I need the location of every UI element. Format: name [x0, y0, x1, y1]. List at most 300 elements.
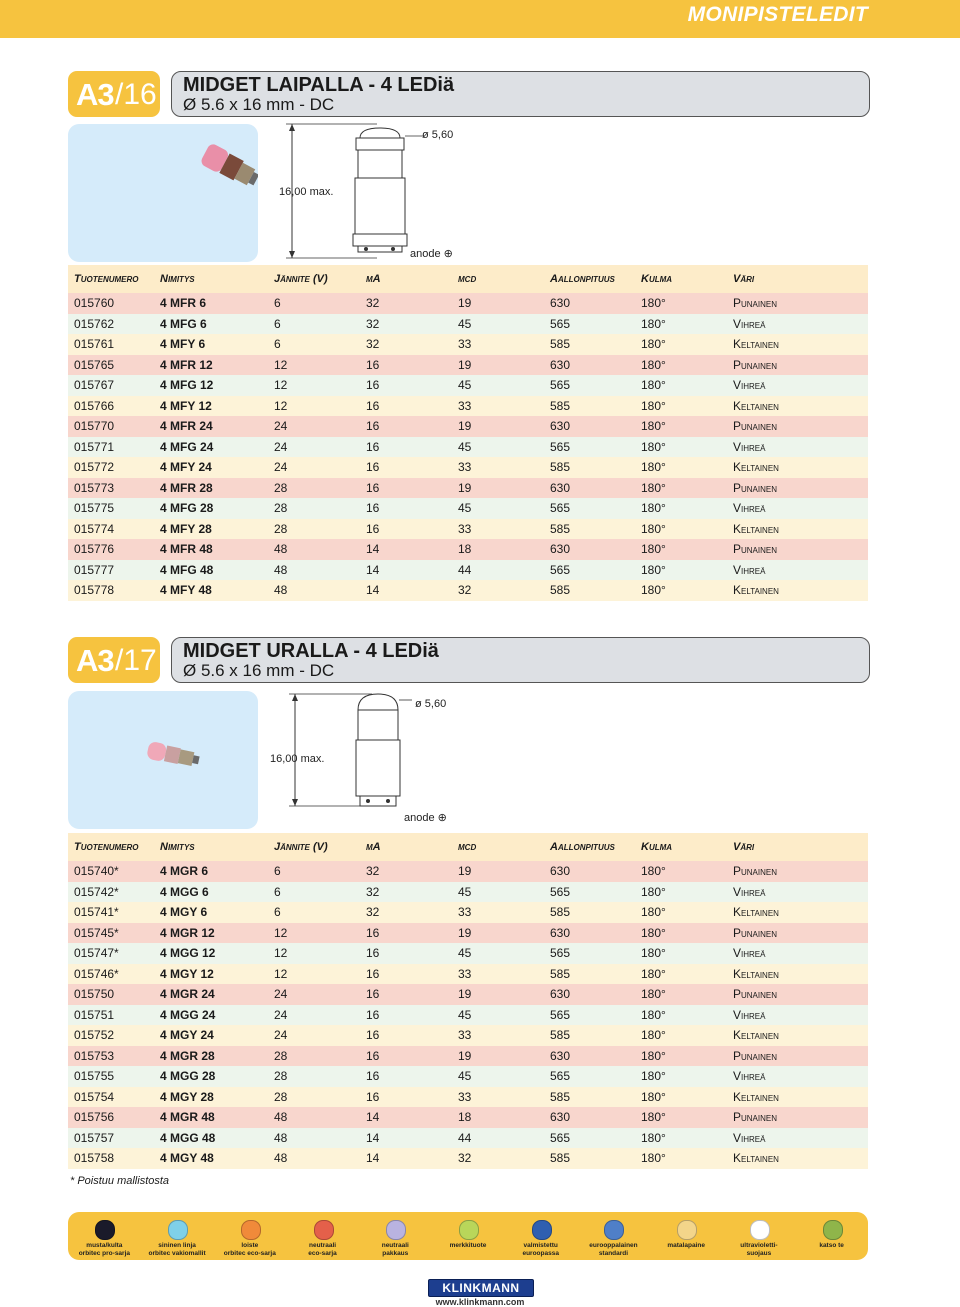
table-cell: 12 — [268, 375, 360, 396]
badge-code: A3 — [76, 643, 114, 678]
feature-label: neutraali — [381, 1242, 409, 1249]
table-cell: Punainen — [727, 416, 868, 437]
table-cell: Vihreä — [727, 437, 868, 458]
table-cell: Keltainen — [727, 396, 868, 417]
table-cell: 180° — [635, 437, 727, 458]
table-cell: 180° — [635, 293, 727, 314]
table-cell: 16 — [360, 1087, 452, 1108]
table-row — [68, 560, 868, 581]
column-header: Jännite (V) — [268, 265, 360, 293]
dimension-drawing — [262, 690, 472, 836]
table-cell: 16 — [360, 519, 452, 540]
section-title-box — [171, 637, 870, 683]
table-row — [68, 314, 868, 335]
table-cell: Vihreä — [727, 882, 868, 903]
table-cell: 585 — [544, 580, 635, 601]
table-cell: Punainen — [727, 861, 868, 882]
feature-glyph-icon — [677, 1220, 697, 1240]
table-cell: 4 MFG 48 — [154, 560, 268, 581]
table-cell: Vihreä — [727, 314, 868, 335]
table-cell: Punainen — [727, 355, 868, 376]
table-cell: 015742* — [68, 882, 154, 903]
table-row — [68, 1128, 868, 1149]
table-cell: 24 — [268, 984, 360, 1005]
feature-icon — [360, 1212, 430, 1260]
table-cell: 16 — [360, 478, 452, 499]
feature-label: valmistettu — [523, 1242, 558, 1249]
column-header: Jännite (V) — [268, 833, 360, 861]
table-cell: 33 — [452, 1087, 544, 1108]
table-body — [68, 293, 868, 601]
table-cell: 4 MGR 28 — [154, 1046, 268, 1067]
table-cell: 6 — [268, 314, 360, 335]
table-cell: 565 — [544, 375, 635, 396]
table-row — [68, 1107, 868, 1128]
table-cell: 19 — [452, 984, 544, 1005]
table-cell: 565 — [544, 437, 635, 458]
column-header: Väri — [727, 265, 868, 293]
table-cell: Keltainen — [727, 964, 868, 985]
table-cell: 19 — [452, 1046, 544, 1067]
feature-sublabel: suojaus — [746, 1250, 772, 1257]
table-cell: 33 — [452, 396, 544, 417]
table-cell: 24 — [268, 1025, 360, 1046]
table-cell: 585 — [544, 396, 635, 417]
table-cell: 180° — [635, 375, 727, 396]
table-row — [68, 923, 868, 944]
table-cell: 32 — [360, 293, 452, 314]
klinkmann-logo[interactable]: KLINKMANN — [428, 1279, 534, 1297]
table-cell: Keltainen — [727, 1025, 868, 1046]
table-cell: 32 — [360, 861, 452, 882]
table-cell: 585 — [544, 964, 635, 985]
height-label: 16,00 max. — [279, 186, 334, 198]
table-cell: 015747* — [68, 943, 154, 964]
table-cell: Vihreä — [727, 498, 868, 519]
feature-glyph-icon — [604, 1220, 624, 1240]
feature-glyph-icon — [314, 1220, 334, 1240]
table-cell: 015765 — [68, 355, 154, 376]
table-cell: 4 MFG 28 — [154, 498, 268, 519]
table-cell: 015753 — [68, 1046, 154, 1067]
feature-label: matalapaine — [667, 1242, 705, 1249]
table-cell: 14 — [360, 1148, 452, 1169]
diameter-label: ø 5,60 — [415, 698, 447, 710]
table-cell: 630 — [544, 293, 635, 314]
table-cell: 015777 — [68, 560, 154, 581]
led-bulb-photo-icon — [68, 691, 258, 829]
table-cell: 19 — [452, 923, 544, 944]
table-cell: 33 — [452, 902, 544, 923]
table-cell: 16 — [360, 355, 452, 376]
table-cell: 4 MGY 12 — [154, 964, 268, 985]
feature-label: katso te — [819, 1242, 844, 1249]
table-row — [68, 539, 868, 560]
table-cell: 16 — [360, 498, 452, 519]
table-cell: 180° — [635, 882, 727, 903]
table-cell: 015758 — [68, 1148, 154, 1169]
column-header: Nimitys — [154, 833, 268, 861]
table-cell: 4 MGG 6 — [154, 882, 268, 903]
table-cell: 4 MGR 12 — [154, 923, 268, 944]
column-header: Aallonpituus — [544, 265, 635, 293]
table-cell: Keltainen — [727, 1087, 868, 1108]
table-cell: 180° — [635, 1025, 727, 1046]
table-cell: 4 MFR 48 — [154, 539, 268, 560]
table-cell: 16 — [360, 923, 452, 944]
table-cell: 180° — [635, 580, 727, 601]
table-cell: 32 — [360, 314, 452, 335]
table-cell: 24 — [268, 1005, 360, 1026]
table-header-row — [68, 833, 868, 861]
table-cell: Vihreä — [727, 1128, 868, 1149]
table-cell: 4 MFY 24 — [154, 457, 268, 478]
table-cell: 180° — [635, 1087, 727, 1108]
table-cell: 19 — [452, 355, 544, 376]
table-cell: 32 — [360, 882, 452, 903]
table-cell: 565 — [544, 1128, 635, 1149]
table-cell: 4 MFR 12 — [154, 355, 268, 376]
height-label: 16,00 max. — [270, 753, 325, 765]
table-cell: 4 MFY 12 — [154, 396, 268, 417]
table-cell: 180° — [635, 457, 727, 478]
table-cell: 48 — [268, 580, 360, 601]
table-cell: 16 — [360, 437, 452, 458]
table-cell: 33 — [452, 457, 544, 478]
feature-glyph-icon — [459, 1220, 479, 1240]
feature-sublabel: orbitec eco-sarja — [223, 1250, 276, 1257]
table-cell: 180° — [635, 1005, 727, 1026]
footnote: * Poistuu mallistosta — [70, 1175, 170, 1187]
table-cell: 45 — [452, 498, 544, 519]
table-cell: 180° — [635, 923, 727, 944]
table-cell: 16 — [360, 1005, 452, 1026]
table-cell: 015772 — [68, 457, 154, 478]
table-cell: 180° — [635, 861, 727, 882]
table-row — [68, 943, 868, 964]
section-title: MIDGET URALLA - 4 LEDiä — [183, 640, 439, 662]
table-cell: 4 MGG 48 — [154, 1128, 268, 1149]
top-bar — [0, 0, 960, 38]
table-cell: Keltainen — [727, 334, 868, 355]
table-cell: 6 — [268, 293, 360, 314]
table-cell: Vihreä — [727, 943, 868, 964]
table-cell: 28 — [268, 1046, 360, 1067]
table-cell: Punainen — [727, 1107, 868, 1128]
feature-icon — [288, 1212, 358, 1260]
table-row — [68, 293, 868, 314]
feature-icon — [651, 1212, 721, 1260]
table-cell: 180° — [635, 1046, 727, 1067]
table-cell: 16 — [360, 457, 452, 478]
table-cell: 630 — [544, 478, 635, 499]
table-cell: 19 — [452, 861, 544, 882]
table-header-row — [68, 265, 868, 293]
table-cell: 19 — [452, 293, 544, 314]
table-cell: 18 — [452, 539, 544, 560]
table-cell: 4 MFG 6 — [154, 314, 268, 335]
table-cell: 45 — [452, 437, 544, 458]
table-row — [68, 1046, 868, 1067]
column-header: Kulma — [635, 265, 727, 293]
feature-label: merkkituote — [449, 1242, 487, 1249]
table-cell: 015762 — [68, 314, 154, 335]
table-cell: 015757 — [68, 1128, 154, 1149]
table-row — [68, 964, 868, 985]
feature-label: ultravioletti- — [740, 1242, 778, 1249]
table-cell: 015745* — [68, 923, 154, 944]
table-cell: 44 — [452, 560, 544, 581]
table-cell: 015760 — [68, 293, 154, 314]
table-cell: 4 MGG 28 — [154, 1066, 268, 1087]
table-cell: 630 — [544, 861, 635, 882]
table-cell: 28 — [268, 498, 360, 519]
feature-icon — [797, 1212, 867, 1260]
table-cell: 4 MGR 24 — [154, 984, 268, 1005]
table-row — [68, 1005, 868, 1026]
column-header: Tuotenumero — [68, 833, 154, 861]
table-cell: 585 — [544, 457, 635, 478]
table-cell: 16 — [360, 964, 452, 985]
table-cell: 565 — [544, 314, 635, 335]
table-cell: 4 MGY 6 — [154, 902, 268, 923]
table-cell: 14 — [360, 1128, 452, 1149]
badge-code: A3 — [76, 77, 114, 112]
table-cell: 4 MFG 24 — [154, 437, 268, 458]
table-cell: 4 MGR 48 — [154, 1107, 268, 1128]
table-cell: 015770 — [68, 416, 154, 437]
website-url[interactable]: www.klinkmann.com — [435, 1297, 525, 1307]
table-cell: 4 MGY 24 — [154, 1025, 268, 1046]
table-cell: 630 — [544, 539, 635, 560]
column-header: Nimitys — [154, 265, 268, 293]
table-cell: 19 — [452, 416, 544, 437]
table-cell: 180° — [635, 334, 727, 355]
table-cell: Keltainen — [727, 519, 868, 540]
table-cell: 45 — [452, 1066, 544, 1087]
feature-sublabel: eco-sarja — [308, 1250, 337, 1257]
table-cell: 14 — [360, 539, 452, 560]
table-cell: 585 — [544, 1148, 635, 1169]
table-row — [68, 902, 868, 923]
table-cell: 6 — [268, 861, 360, 882]
table-cell: 19 — [452, 478, 544, 499]
table-cell: Keltainen — [727, 1148, 868, 1169]
table-cell: 48 — [268, 1107, 360, 1128]
table-cell: 24 — [268, 437, 360, 458]
feature-glyph-icon — [750, 1220, 770, 1240]
table-cell: 565 — [544, 1066, 635, 1087]
feature-glyph-icon — [532, 1220, 552, 1240]
feature-icon — [142, 1212, 212, 1260]
dimension-drawing — [262, 118, 472, 264]
table-row — [68, 580, 868, 601]
feature-label: musta/kulta — [86, 1242, 123, 1249]
table-cell: 45 — [452, 882, 544, 903]
table-cell: 180° — [635, 416, 727, 437]
table-cell: 015752 — [68, 1025, 154, 1046]
table-cell: 24 — [268, 416, 360, 437]
table-cell: 015766 — [68, 396, 154, 417]
table-cell: 015750 — [68, 984, 154, 1005]
table-cell: Vihreä — [727, 560, 868, 581]
table-row — [68, 1066, 868, 1087]
table-cell: 180° — [635, 314, 727, 335]
table-cell: 16 — [360, 1066, 452, 1087]
table-cell: 45 — [452, 943, 544, 964]
feature-icon-band — [68, 1212, 868, 1260]
table-cell: 28 — [268, 478, 360, 499]
table-row — [68, 375, 868, 396]
table-cell: 015774 — [68, 519, 154, 540]
column-header: Tuotenumero — [68, 265, 154, 293]
table-cell: 180° — [635, 1107, 727, 1128]
table-cell: 16 — [360, 1025, 452, 1046]
table-row — [68, 984, 868, 1005]
table-cell: 585 — [544, 902, 635, 923]
table-row — [68, 355, 868, 376]
table-cell: 015746* — [68, 964, 154, 985]
table-cell: Punainen — [727, 1046, 868, 1067]
table-cell: 565 — [544, 498, 635, 519]
table-cell: 015754 — [68, 1087, 154, 1108]
table-cell: 015756 — [68, 1107, 154, 1128]
table-cell: 14 — [360, 560, 452, 581]
table-cell: 630 — [544, 984, 635, 1005]
column-header: mcd — [452, 265, 544, 293]
table-cell: 16 — [360, 984, 452, 1005]
table-cell: 44 — [452, 1128, 544, 1149]
feature-label: eurooppalainen — [589, 1242, 638, 1249]
table-cell: 180° — [635, 498, 727, 519]
feature-label: sininen linja — [158, 1242, 196, 1249]
spec-table — [68, 833, 868, 1169]
spec-table — [68, 265, 868, 601]
feature-glyph-icon — [386, 1220, 406, 1240]
table-cell: 45 — [452, 375, 544, 396]
table-cell: 585 — [544, 1025, 635, 1046]
section-badge — [68, 637, 160, 683]
table-cell: 630 — [544, 1107, 635, 1128]
diameter-label: ø 5,60 — [422, 129, 454, 141]
table-cell: 585 — [544, 1087, 635, 1108]
table-cell: Keltainen — [727, 457, 868, 478]
table-cell: 015751 — [68, 1005, 154, 1026]
table-cell: 4 MFY 48 — [154, 580, 268, 601]
table-cell: 565 — [544, 560, 635, 581]
table-cell: 630 — [544, 1046, 635, 1067]
table-cell: 48 — [268, 539, 360, 560]
table-cell: 33 — [452, 334, 544, 355]
table-row — [68, 1148, 868, 1169]
column-header: mA — [360, 833, 452, 861]
table-cell: 180° — [635, 984, 727, 1005]
table-cell: 48 — [268, 1148, 360, 1169]
product-photo — [68, 691, 258, 829]
table-cell: 12 — [268, 943, 360, 964]
table-cell: 4 MFY 6 — [154, 334, 268, 355]
table-cell: 180° — [635, 519, 727, 540]
table-row — [68, 1087, 868, 1108]
table-cell: 32 — [452, 580, 544, 601]
table-cell: 4 MGG 12 — [154, 943, 268, 964]
table-cell: 32 — [452, 1148, 544, 1169]
table-cell: 28 — [268, 1066, 360, 1087]
table-cell: 28 — [268, 1087, 360, 1108]
table-cell: 180° — [635, 943, 727, 964]
table-cell: 180° — [635, 539, 727, 560]
table-cell: Punainen — [727, 293, 868, 314]
product-photo — [68, 124, 258, 262]
table-cell: 4 MFR 28 — [154, 478, 268, 499]
table-cell: 16 — [360, 396, 452, 417]
anode-label: anode ⊕ — [404, 812, 447, 824]
feature-sublabel: euroopassa — [522, 1250, 559, 1257]
table-cell: 4 MGY 28 — [154, 1087, 268, 1108]
table-cell: 16 — [360, 416, 452, 437]
feature-icon — [724, 1212, 794, 1260]
section-title-box — [171, 71, 870, 117]
table-cell: 630 — [544, 416, 635, 437]
table-cell: 32 — [360, 902, 452, 923]
table-cell: 12 — [268, 355, 360, 376]
table-cell: 48 — [268, 560, 360, 581]
table-cell: 4 MFY 28 — [154, 519, 268, 540]
table-cell: 630 — [544, 355, 635, 376]
table-row — [68, 861, 868, 882]
table-cell: 32 — [360, 334, 452, 355]
table-cell: 565 — [544, 1005, 635, 1026]
table-row — [68, 416, 868, 437]
table-cell: 585 — [544, 519, 635, 540]
table-cell: 015771 — [68, 437, 154, 458]
table-cell: Keltainen — [727, 902, 868, 923]
table-row — [68, 457, 868, 478]
table-cell: 24 — [268, 457, 360, 478]
feature-label: loiste — [241, 1242, 259, 1249]
table-cell: 33 — [452, 1025, 544, 1046]
table-cell: 14 — [360, 1107, 452, 1128]
table-row — [68, 396, 868, 417]
feature-sublabel: standardi — [598, 1250, 629, 1257]
feature-sublabel: orbitec vakiomallit — [148, 1250, 206, 1257]
table-cell: 015778 — [68, 580, 154, 601]
badge-number: /17 — [115, 644, 157, 677]
anode-label: anode ⊕ — [410, 248, 453, 260]
feature-glyph-icon — [95, 1220, 115, 1240]
feature-sublabel: orbitec pro-sarja — [78, 1250, 130, 1257]
table-cell: 14 — [360, 580, 452, 601]
table-cell: 4 MGY 48 — [154, 1148, 268, 1169]
table-cell: 6 — [268, 902, 360, 923]
table-cell: 16 — [360, 943, 452, 964]
column-header: mA — [360, 265, 452, 293]
table-cell: 180° — [635, 1066, 727, 1087]
table-cell: 565 — [544, 943, 635, 964]
table-cell: 33 — [452, 964, 544, 985]
table-cell: 015767 — [68, 375, 154, 396]
table-cell: 015761 — [68, 334, 154, 355]
table-cell: 33 — [452, 519, 544, 540]
table-cell: Keltainen — [727, 580, 868, 601]
feature-icon — [69, 1212, 139, 1260]
table-cell: 4 MGR 6 — [154, 861, 268, 882]
table-row — [68, 334, 868, 355]
table-cell: 015776 — [68, 539, 154, 560]
table-cell: Vihreä — [727, 1066, 868, 1087]
table-cell: 16 — [360, 375, 452, 396]
table-cell: Vihreä — [727, 375, 868, 396]
